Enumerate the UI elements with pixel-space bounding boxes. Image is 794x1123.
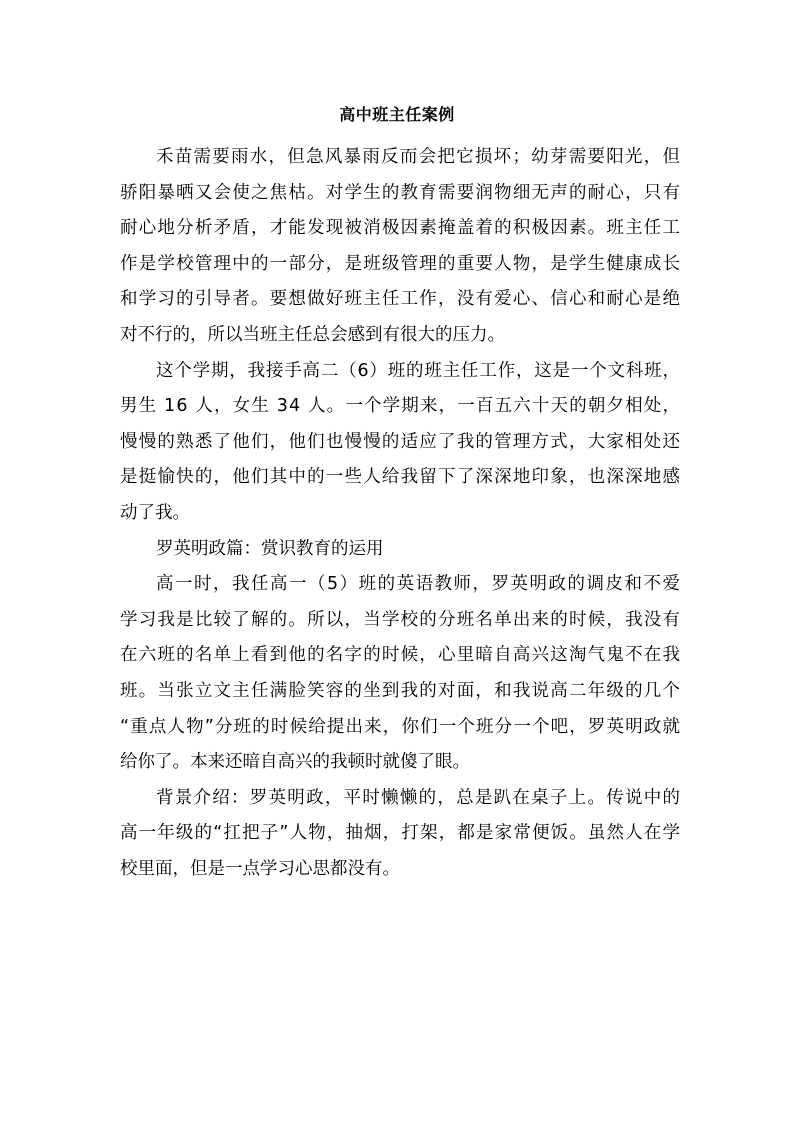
text-line: 和学习的引导者。要想做好班主任工作，没有爱心、信心和耐心是绝 (120, 289, 682, 310)
text-line: 罗英明政篇：赏识教育的运用 (156, 538, 384, 559)
text-line: 高一时，我任高一（5）班的英语教师，罗英明政的调皮和不爱 (156, 574, 682, 595)
text-line: 慢慢的熟悉了他们，他们也慢慢的适应了我的管理方式，大家相处还 (120, 431, 682, 452)
text-line: 是挺愉快的，他们其中的一些人给我留下了深深地印象，也深深地感 (120, 467, 682, 488)
text-line: 作是学校管理中的一部分，是班级管理的重要人物，是学生健康成长 (120, 253, 682, 274)
text-line: 高一年级的“扛把子”人物，抽烟，打架，都是家常便饭。虽然人在学 (120, 823, 682, 844)
text-line: 耐心地分析矛盾，才能发现被消极因素掩盖着的积极因素。班主任工 (120, 218, 682, 239)
text-line: 骄阳暴晒又会使之焦枯。对学生的教育需要润物细无声的耐心，只有 (120, 182, 682, 203)
document-title: 高中班主任案例 (339, 105, 455, 124)
text-line: 在六班的名单上看到他的名字的时候，心里暗自高兴这淘气鬼不在我 (120, 645, 682, 666)
text-line: 学习我是比较了解的。所以，当学校的分班名单出来的时候，我没有 (120, 609, 682, 630)
document-body (120, 140, 680, 887)
text-line: 背景介绍：罗英明政，平时懒懒的，总是趴在桌子上。传说中的 (156, 787, 682, 808)
text-line: 动了我。 (120, 502, 190, 523)
text-line: 这个学期，我接手高二（6）班的班主任工作，这是一个文科班， (156, 360, 681, 381)
text-line: 禾苗需要雨水，但急风暴雨反而会把它损坏；幼芽需要阳光，但 (156, 147, 682, 167)
text-line: 对不行的，所以当班主任总会感到有很大的压力。 (120, 324, 505, 345)
text-line: 男生 16 人，女生 34 人。一个学期来，一百五六十天的朝夕相处， (120, 396, 682, 417)
text-line: “重点人物”分班的时候给提出来，你们一个班分一个吧，罗英明政就 (120, 716, 682, 737)
text-line: 给你了。本来还暗自高兴的我顿时就傻了眼。 (120, 752, 470, 773)
text-line: 班。当张立文主任满脸笑容的坐到我的对面，和我说高二年级的几个 (120, 680, 682, 701)
text-line: 校里面，但是一点学习心思都没有。 (120, 858, 400, 879)
